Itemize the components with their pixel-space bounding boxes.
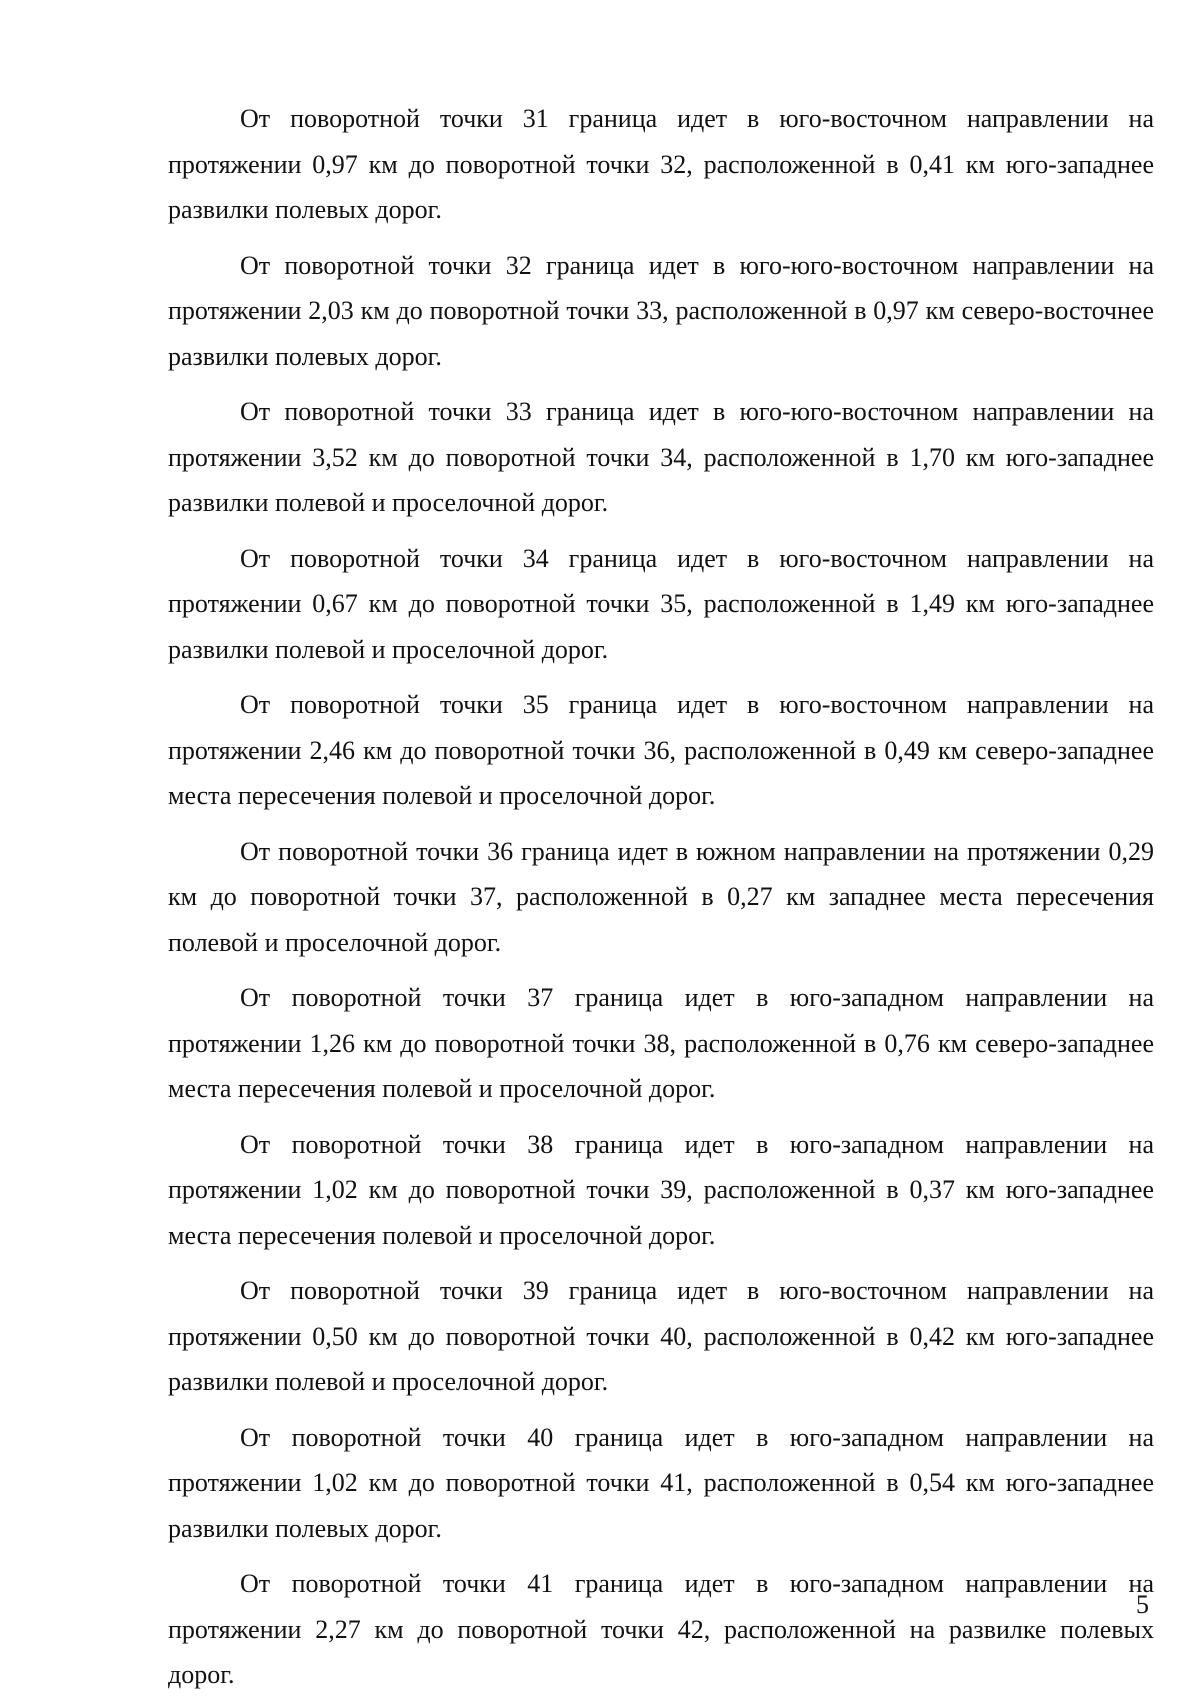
boundary-paragraph-31: От поворотной точки 31 граница идет в юго-восточном направлении на протяжении 0,97 км до поворотной точки 32, расположенной в 0,41 км юго-западнее развилки полевых дорог. <box>168 104 1154 224</box>
boundary-paragraph-32: От поворотной точки 32 граница идет в юго-юго-восточном направлении на протяжении 2,03 км до поворотной точки 33, расположенной в 0,97 км северо-восточнее развилки полевых дорог. <box>168 250 1154 371</box>
boundary-paragraph-37: От поворотной точки 37 граница идет в юго-западном направлении на протяжении 1,26 км до поворотной точки 38, расположенной в 0,76 км северо-западнее места пересечения полевой и проселочной дорог. <box>168 983 1154 1103</box>
boundary-paragraph-38: От поворотной точки 38 граница идет в юго-западном направлении на протяжении 1,02 км до поворотной точки 39, расположенной в 0,37 км юго-западнее места пересечения полевой и проселочной дорог. <box>168 1129 1154 1250</box>
page-number: 5 <box>1136 1590 1149 1619</box>
boundary-paragraph-35: От поворотной точки 35 граница идет в юго-восточном направлении на протяжении 2,46 км до поворотной точки 36, расположенной в 0,49 км северо-западнее места пересечения полевой и проселочной дорог. <box>168 690 1154 810</box>
boundary-paragraph-40: От поворотной точки 40 граница идет в юго-западном направлении на протяжении 1,02 км до поворотной точки 41, расположенной в 0,54 км юго-западнее развилки полевых дорог. <box>168 1422 1154 1543</box>
boundary-paragraph-33: От поворотной точки 33 граница идет в юго-юго-восточном направлении на протяжении 3,52 км до поворотной точки 34, расположенной в 1,70 км юго-западнее развилки полевой и проселочной дорог. <box>168 397 1154 517</box>
boundary-paragraph-34: От поворотной точки 34 граница идет в юго-восточном направлении на протяжении 0,67 км до поворотной точки 35, расположенной в 1,49 км юго-западнее развилки полевой и проселочной дорог. <box>168 543 1154 664</box>
boundary-paragraph-41: От поворотной точки 41 граница идет в юго-западном направлении на протяжении 2,27 км до поворотной точки 42, расположенной на развилке полевых дорог. <box>168 1569 1154 1689</box>
boundary-paragraph-39: От поворотной точки 39 граница идет в юго-восточном направлении на протяжении 0,50 км до поворотной точки 40, расположенной в 0,42 км юго-западнее развилки полевой и проселочной дорог. <box>168 1276 1154 1396</box>
document-body <box>168 96 1154 1708</box>
boundary-paragraph-36: От поворотной точки 36 граница идет в южном направлении на протяжении 0,29 км до поворотной точки 37, расположенной в 0,27 км западнее места пересечения полевой и проселочной дорог. <box>168 836 1154 957</box>
